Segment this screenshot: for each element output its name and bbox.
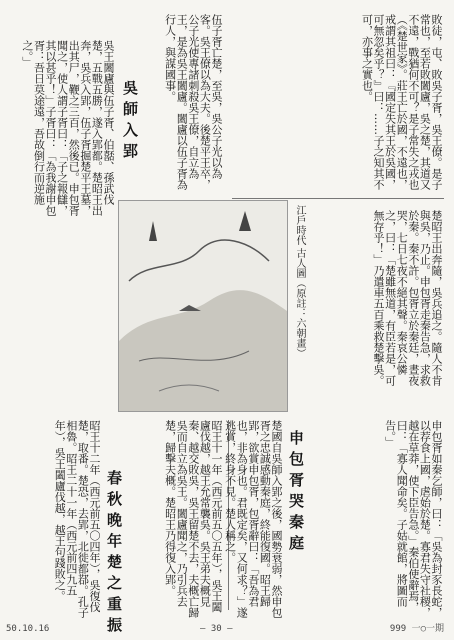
- section-title-wu-enters-ying: 吳師入郢: [121, 80, 139, 164]
- middle-right-text-block: 楚昭王出奔隨，吳兵追之。隨人不肯與吳，乃止。申包胥走秦告急，求救於秦。秦不許。包胥立於秦廷，晝夜哭，七日七夜不絕其聲。秦哀公憐之，曰：「楚雖無道，有臣若是，可無存乎！」乃遣車五百乘救楚擊吳。: [372, 210, 443, 386]
- footer-date: 50.10.16: [6, 624, 50, 634]
- bottom-right-text-block: 申包胥如秦乞師，曰：「吳為封豕長蛇，以荐食上國，虐始於楚。寡君失守社稷，越在草莽，使下臣告急。」秦伯使辭焉，曰：「寡人聞命矣。子姑就館，將圖而告。」: [383, 420, 443, 618]
- section-shen-baoxu-body: 楚國自吳師入郢之後，國勢衰弱，然申包胥之忠誠感動秦庭，終能復國。昭王歸郢，欲賞申包胥，包胥辭曰：「吾為君也，非為身也。君既定矣，又何求？」遂逃賞，終身不見。楚人稱之。: [223, 420, 283, 618]
- section-wu-enters-ying-body: 吳王闔廬與伍子胥、伯嚭、孫武伐楚，五戰五勝，遂入郢都。楚昭王出奔，吳兵入郢，伍子胥掘楚平王墓，出其尸，鞭之三百，然後已。申包胥聞之，使人謂子胥曰：「子之報讎，其以甚乎！」子胥曰：「為我謝申包胥：吾日莫途遠，吾故倒行而逆施之。」: [20, 40, 115, 216]
- figure-caption: 江戶時代 古人圖（原註：六朝畫）: [294, 205, 305, 359]
- illustration-figure: [118, 200, 288, 412]
- top-right-divider: [232, 198, 444, 199]
- section-chu-revival-body: 昭王十一年（西元前五〇五年），吳王闔廬伐越，越王允常襲吳。吳王弟夫概見秦、越交敗吳，吳王留楚不去，夫概亡歸吳而自立為吳王。闔廬聞之，乃引兵去楚，歸擊夫概。楚昭王乃得復入郢。: [163, 420, 223, 618]
- footer-page-number: — 30 —: [200, 624, 233, 634]
- section-title-chu-revival: 春秋晚年楚之重振: [105, 470, 123, 638]
- landscape-illustration: [119, 201, 287, 411]
- top-right-text-block: 敗徒，屯、敗吳子胥，吳王僚。是子常也，至若敗闔廬，吳之楚，其道又不遠，戰猶何不可？是子常失之戎也（《楚世家》。莊王亡於國，不遠也，戒謂其祖曰：『國定失其王於吳國，可無忽矣乎？』曰：……子之知其不可，亦事之實也。: [360, 14, 443, 190]
- section-chu-revival-body-2: 昭王十二年（西元前五〇四年），吳復伐楚，取番。楚恐，去郢，北徙都鄀。孔子相魯。昭王二十一年（西元前四九五年），吳王闔廬伐越，越王句踐敗之。: [53, 420, 101, 618]
- section-title-shen-baoxu: 申包胥哭秦庭: [287, 430, 305, 556]
- footer-issue-code: 999 一○一期: [389, 624, 444, 634]
- top-left-text-block: 伍子胥亡楚，至吳，吳公子光以為客。吳王僚以為大夫。後楚平王卒，公子光使專諸刺殺吳王僚，自立為王，是為吳王闔廬。闔廬以伍子胥為行人，與謀國事。: [163, 14, 223, 190]
